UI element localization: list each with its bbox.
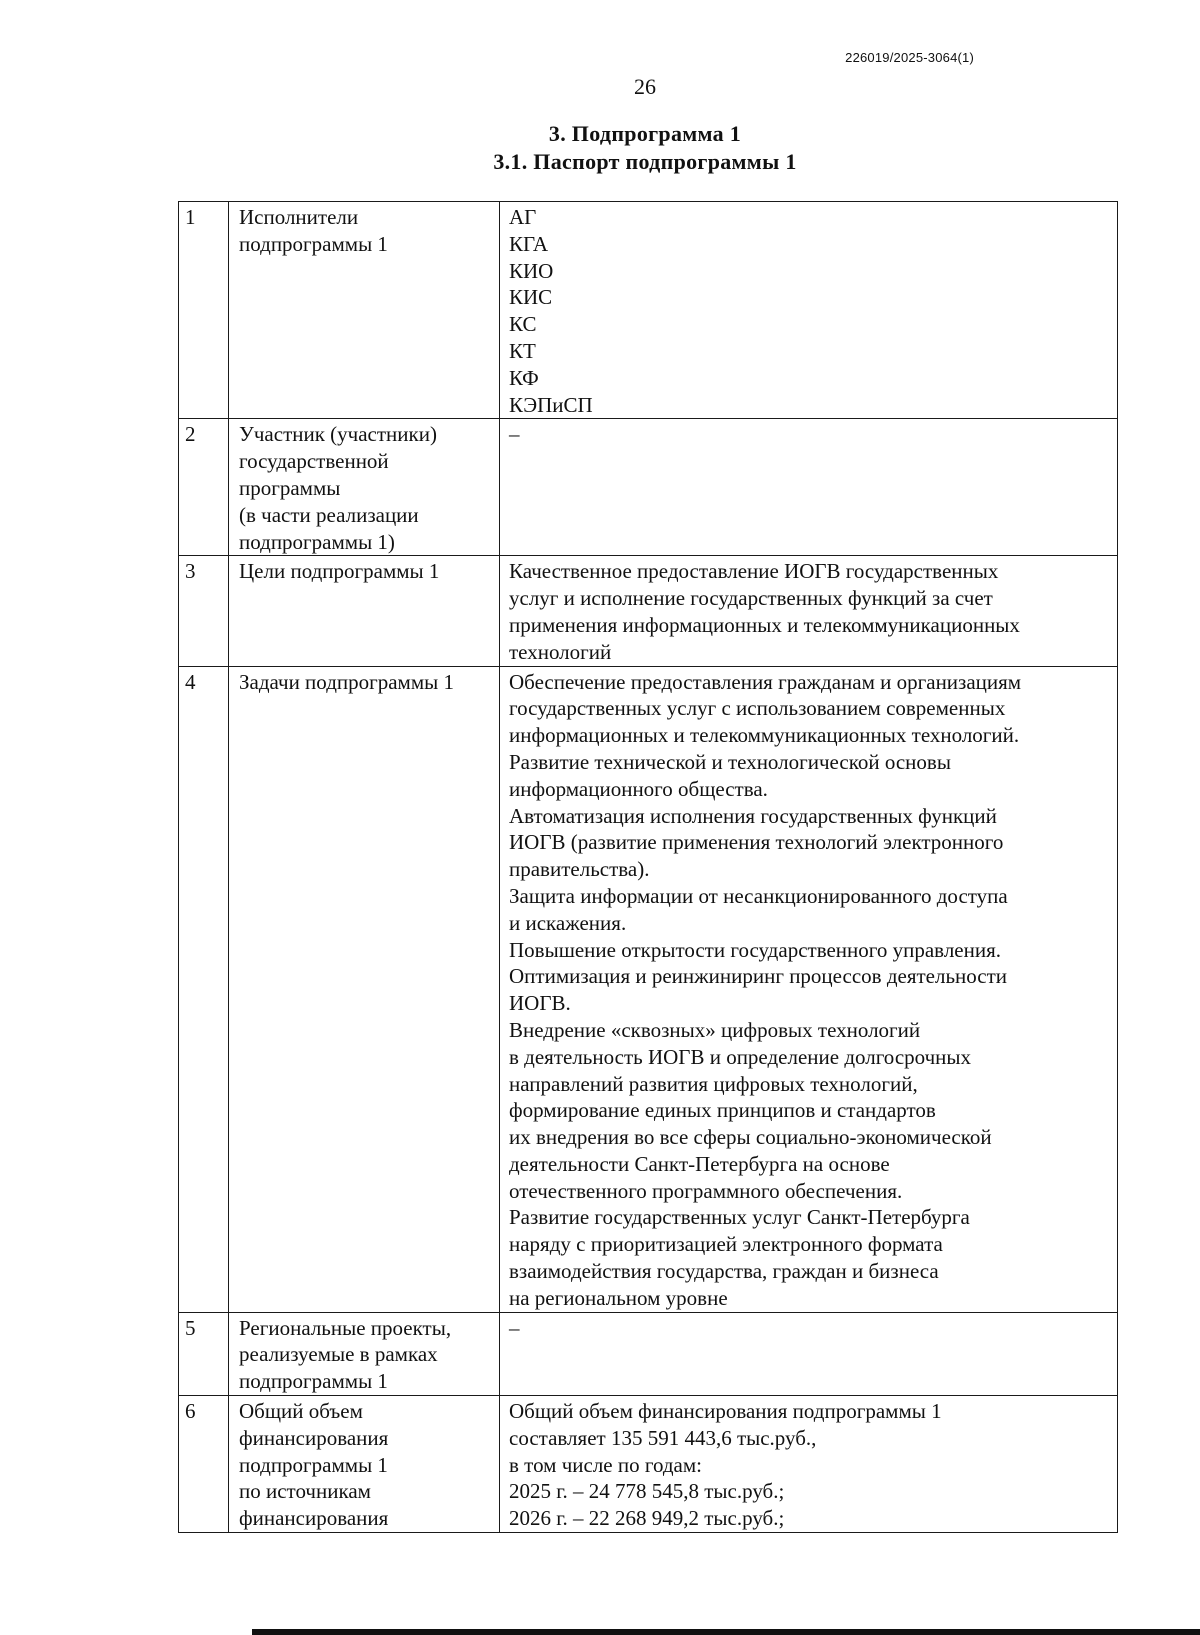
table-row [179,419,1118,556]
document-registration-number: 226019/2025-3064(1) [845,50,974,65]
row-number: 3 [179,556,229,666]
row-number: 2 [179,419,229,556]
row-parameter: Общий объем финансирования подпрограммы 1 по источникам финансирования [229,1396,500,1533]
row-number: 4 [179,666,229,1312]
row-value: Общий объем финансирования подпрограммы 1 составляет 135 591 443,6 тыс.руб., в том числе по годам: 2025 г. – 24 778 545,8 тыс.руб.; 2026 г. – 22 268 949,2 тыс.руб.; [500,1396,1118,1533]
row-parameter: Исполнители подпрограммы 1 [229,202,500,419]
scan-edge-rule [252,1629,1200,1635]
row-value: – [500,419,1118,556]
row-value: – [500,1312,1118,1395]
table-row [179,556,1118,666]
row-parameter: Цели подпрограммы 1 [229,556,500,666]
page-number: 26 [634,74,656,99]
table-row [179,1396,1118,1533]
row-number: 6 [179,1396,229,1533]
row-number: 5 [179,1312,229,1395]
row-parameter: Региональные проекты, реализуемые в рамках подпрограммы 1 [229,1312,500,1395]
table-row [179,202,1118,419]
row-parameter: Задачи подпрограммы 1 [229,666,500,1312]
subprogram-passport-table [178,201,1118,1533]
table-row [179,1312,1118,1395]
table-row [179,666,1118,1312]
section-heading: 3. Подпрограмма 1 [548,121,742,146]
row-number: 1 [179,202,229,419]
row-parameter: Участник (участники) государственной программы (в части реализации подпрограммы 1) [229,419,500,556]
row-value: Обеспечение предоставления гражданам и организациям государственных услуг с использованием современных информационных и телекоммуникационных технологий. Развитие технической и технологической основы информационного общества. Автоматизация исполнения государственных функций ИОГВ (развитие применения технологий электронного правительства). Защита информации от несанкционированного доступа и искажения. Повышение открытости государственного управления. Оптимизация и реинжиниринг процессов деятельности ИОГВ. Внедрение «сквозных» цифровых технологий в деятельность ИОГВ и определение долгосрочных направлений развития цифровых технологий, формирование единых принципов и стандартов их внедрения во все сферы социально-экономической деятельности Санкт-Петербурга на основе отечественного программного обеспечения. Развитие государственных услуг Санкт-Петербурга наряду с приоритизацией электронного формата взаимодействия государства, граждан и бизнеса на региональном уровне [500,666,1118,1312]
row-value: АГ КГА КИО КИС КС КТ КФ КЭПиСП [500,202,1118,419]
row-value: Качественное предоставление ИОГВ государственных услуг и исполнение государственных функций за счет применения информационных и телекоммуникационных технологий [500,556,1118,666]
subsection-heading: 3.1. Паспорт подпрограммы 1 [493,149,797,174]
